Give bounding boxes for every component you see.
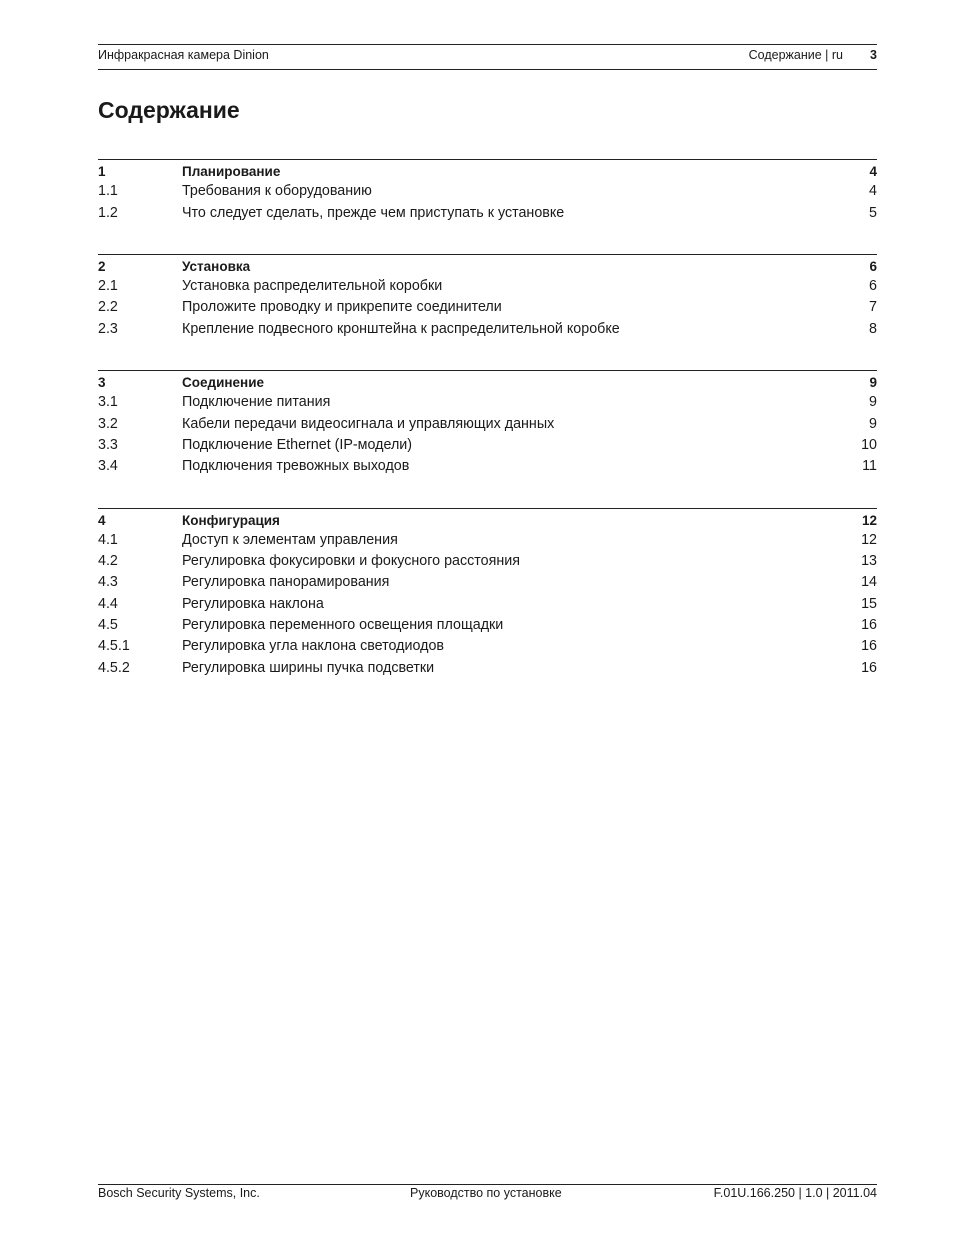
toc-page: 13	[861, 553, 877, 570]
running-header	[98, 44, 877, 70]
toc-title: Регулировка ширины пучка подсветки	[182, 659, 435, 676]
toc-entry[interactable]	[98, 594, 877, 615]
toc-entry[interactable]	[98, 414, 877, 435]
toc-title: Регулировка панорамирования	[182, 574, 390, 591]
toc-number: 1.2	[98, 204, 118, 221]
toc-page: 6	[869, 278, 877, 295]
toc-number: 3.3	[98, 436, 118, 453]
toc-page: 4	[869, 183, 877, 200]
toc-number: 2.2	[98, 299, 118, 316]
toc-page: 16	[861, 659, 877, 676]
toc-entry[interactable]	[98, 658, 877, 679]
document-page	[98, 0, 877, 1235]
toc-page: 16	[861, 638, 877, 655]
toc-page: 7	[869, 299, 877, 316]
toc-number: 2.3	[98, 320, 118, 337]
toc-title: Доступ к элементам управления	[182, 531, 398, 548]
toc-title: Конфигурация	[182, 512, 280, 528]
toc-entry[interactable]	[98, 551, 877, 572]
toc-number: 2.1	[98, 278, 118, 295]
header-section: Содержание | ru	[748, 48, 843, 62]
toc-page: 9	[869, 375, 877, 391]
toc-page: 5	[869, 204, 877, 221]
toc-chapter	[98, 254, 877, 340]
toc-number: 4	[98, 512, 106, 528]
toc-entry[interactable]	[98, 276, 877, 297]
toc-page: 12	[861, 512, 877, 528]
toc-page: 8	[869, 320, 877, 337]
toc-page: 12	[861, 531, 877, 548]
toc-number: 4.4	[98, 595, 118, 612]
toc-title: Регулировка наклона	[182, 595, 324, 612]
toc-title: Регулировка фокусировки и фокусного расстояния	[182, 553, 520, 570]
header-document-title: Инфракрасная камера Dinion	[98, 48, 269, 62]
toc-page: 11	[862, 458, 877, 475]
toc-chapter-heading[interactable]	[98, 160, 877, 181]
toc-entry[interactable]	[98, 392, 877, 413]
toc-page: 4	[869, 164, 877, 179]
toc-number: 4.2	[98, 553, 118, 570]
toc-title: Требования к оборудованию	[182, 183, 372, 200]
toc-number: 3.4	[98, 458, 118, 475]
toc-page: 9	[869, 394, 877, 411]
toc-entry[interactable]	[98, 319, 877, 340]
toc-page: 15	[861, 595, 877, 612]
toc-chapter-heading[interactable]	[98, 371, 877, 392]
toc-title: Подключения тревожных выходов	[182, 458, 410, 475]
toc-entry[interactable]	[98, 615, 877, 636]
toc-entry[interactable]	[98, 636, 877, 657]
toc-page: 6	[869, 258, 877, 274]
toc-chapter	[98, 508, 877, 679]
toc-title: Регулировка угла наклона светодиодов	[182, 638, 445, 655]
toc-chapter	[98, 370, 877, 477]
toc-title: Проложите проводку и прикрепите соединители	[182, 299, 502, 316]
toc-title: Установка	[182, 258, 251, 274]
toc-number: 3.1	[98, 394, 118, 411]
toc-entry[interactable]	[98, 203, 877, 224]
toc-entry[interactable]	[98, 530, 877, 551]
footer-document-type: Руководство по установке	[410, 1186, 562, 1200]
toc-number: 4.1	[98, 531, 118, 548]
toc-number: 4.5.2	[98, 659, 130, 676]
toc-page: 16	[861, 617, 877, 634]
toc-page: 10	[861, 436, 877, 453]
toc-title: Регулировка переменного освещения площадки	[182, 617, 504, 634]
toc-chapter-heading[interactable]	[98, 509, 877, 530]
toc-title: Установка распределительной коробки	[182, 278, 443, 295]
running-footer	[98, 1184, 877, 1205]
toc-number: 2	[98, 258, 106, 274]
toc-number: 1	[98, 164, 106, 179]
page-title: Содержание	[98, 97, 240, 123]
toc-chapter-heading[interactable]	[98, 255, 877, 276]
toc-entry[interactable]	[98, 435, 877, 456]
toc-chapter	[98, 159, 877, 224]
toc-title: Подключение питания	[182, 394, 331, 411]
toc-number: 3.2	[98, 415, 118, 432]
toc-page: 14	[861, 574, 877, 591]
toc-entry[interactable]	[98, 297, 877, 318]
table-of-contents	[98, 159, 877, 709]
toc-title: Подключение Ethernet (IP-модели)	[182, 436, 413, 453]
toc-title: Что следует сделать, прежде чем приступать к установке	[182, 204, 565, 221]
toc-entry[interactable]	[98, 181, 877, 202]
footer-company: Bosch Security Systems, Inc.	[98, 1186, 260, 1200]
toc-page: 9	[869, 415, 877, 432]
toc-entry[interactable]	[98, 572, 877, 593]
toc-entry[interactable]	[98, 456, 877, 477]
footer-document-id: F.01U.166.250 | 1.0 | 2011.04	[713, 1186, 877, 1200]
toc-title: Соединение	[182, 375, 264, 391]
header-page-number: 3	[870, 48, 877, 62]
toc-number: 3	[98, 375, 106, 391]
toc-number: 4.5	[98, 617, 118, 634]
toc-number: 4.5.1	[98, 638, 130, 655]
toc-title: Крепление подвесного кронштейна к распределительной коробке	[182, 320, 620, 337]
toc-number: 4.3	[98, 574, 118, 591]
toc-title: Планирование	[182, 164, 281, 179]
toc-title: Кабели передачи видеосигнала и управляющих данных	[182, 415, 555, 432]
toc-number: 1.1	[98, 183, 118, 200]
